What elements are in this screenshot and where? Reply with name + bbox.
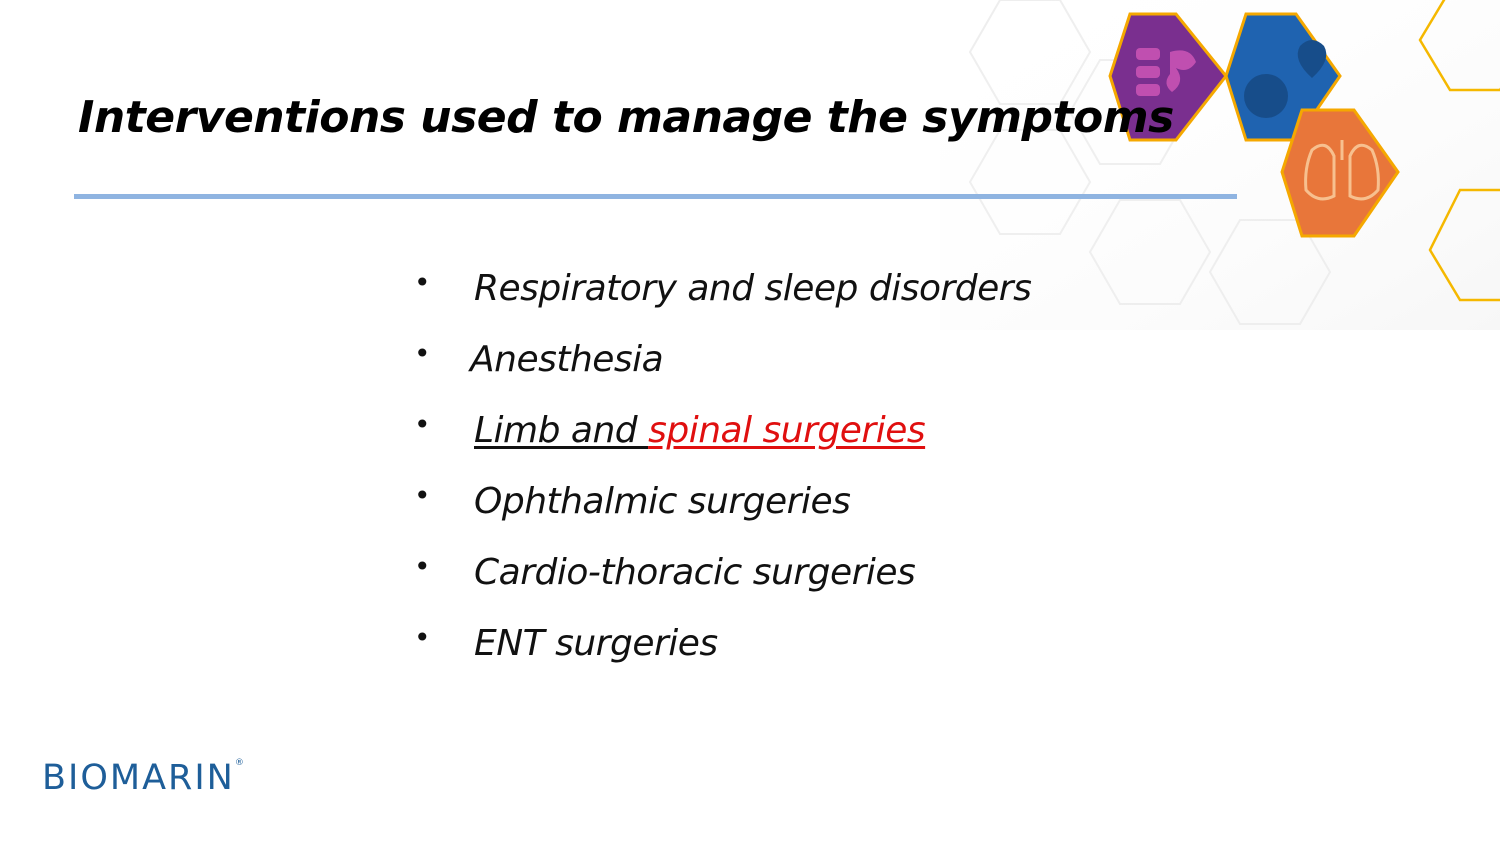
bullet-text-underlined: Limb and [474,410,649,451]
bullet-dot: • [414,550,431,583]
bullet-text: Anesthesia [470,339,664,380]
bullet-dot: • [414,337,431,370]
slide-title: Interventions used to manage the symptoms [78,92,1174,143]
title-divider [74,194,1237,199]
bullet-text: Respiratory and sleep disorders [474,268,1032,309]
bullet-dot: • [414,408,431,441]
bullet-dot: • [414,479,431,512]
logo-text: BIOMARIN [42,758,235,798]
bullet-dot: • [414,266,431,299]
bullet-text: ENT surgeries [474,623,718,664]
registered-mark: ® [234,758,244,768]
biomarin-logo [42,758,244,798]
bullet-text-highlight: spinal surgeries [648,410,926,451]
bullet-dot: • [414,621,431,654]
bullet-text: Cardio-thoracic surgeries [474,552,916,593]
bullet-text: Ophthalmic surgeries [474,481,851,522]
bullet-link[interactable] [474,410,925,451]
